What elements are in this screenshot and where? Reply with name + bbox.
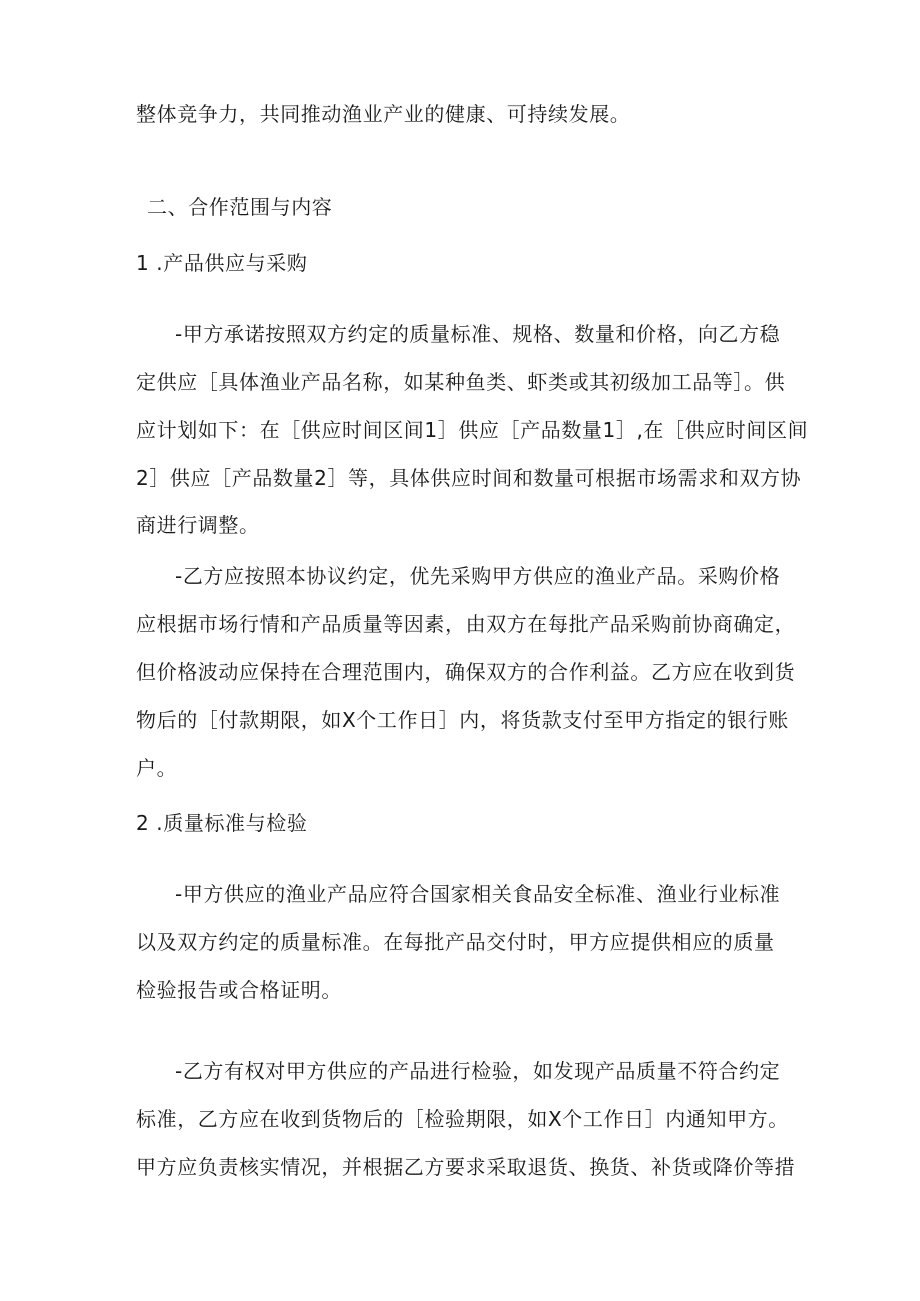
subsection-2-title: 2 .质量标准与检验 — [136, 811, 308, 835]
paragraph-line: 商进行调整。 — [136, 513, 260, 537]
subsection-1-title: 1 .产品供应与采购 — [136, 251, 308, 275]
paragraph-line: 2］供应［产品数量2］等，具体供应时间和数量可根据市场需求和双方协 — [136, 466, 802, 490]
paragraph-line: -甲方承诺按照双方约定的质量标准、规格、数量和价格，向乙方稳 — [175, 322, 781, 346]
paragraph-line: -乙方有权对甲方供应的产品进行检验，如发现产品质量不符合约定 — [175, 1059, 781, 1083]
paragraph-line: 以及双方约定的质量标准。在每批产品交付时，甲方应提供相应的质量 — [136, 930, 775, 954]
paragraph-line: 标准，乙方应在收到货物后的［检验期限，如X个工作日］内通知甲方。 — [136, 1107, 789, 1131]
paragraph-line: 物后的［付款期限，如X个工作日］内，将货款支付至甲方指定的银行账 — [136, 708, 789, 732]
paragraph-line: -乙方应按照本协议约定，优先采购甲方供应的渔业产品。采购价格 — [175, 564, 781, 588]
paragraph-line: 检验报告或合格证明。 — [136, 978, 342, 1002]
paragraph-line: 应根据市场行情和产品质量等因素，由双方在每批产品采购前协商确定， — [136, 612, 796, 636]
paragraph-line: 但价格波动应保持在合理范围内，确保双方的合作利益。乙方应在收到货 — [136, 660, 796, 684]
section-title: 二、合作范围与内容 — [147, 195, 333, 219]
paragraph-line: 甲方应负责核实情况，并根据乙方要求采取退货、换货、补货或降价等措 — [136, 1155, 796, 1179]
intro-tail-line: 整体竞争力，共同推动渔业产业的健康、可持续发展。 — [136, 102, 631, 126]
paragraph-line: 应计划如下：在［供应时间区间1］供应［产品数量1］,在［供应时间区间 — [136, 418, 809, 442]
paragraph-line: 户。 — [136, 756, 178, 780]
paragraph-line: -甲方供应的渔业产品应符合国家相关食品安全标准、渔业行业标准 — [175, 882, 781, 906]
paragraph-line: 定供应［具体渔业产品名称，如某种鱼类、虾类或其初级加工品等］。供 — [136, 370, 786, 394]
